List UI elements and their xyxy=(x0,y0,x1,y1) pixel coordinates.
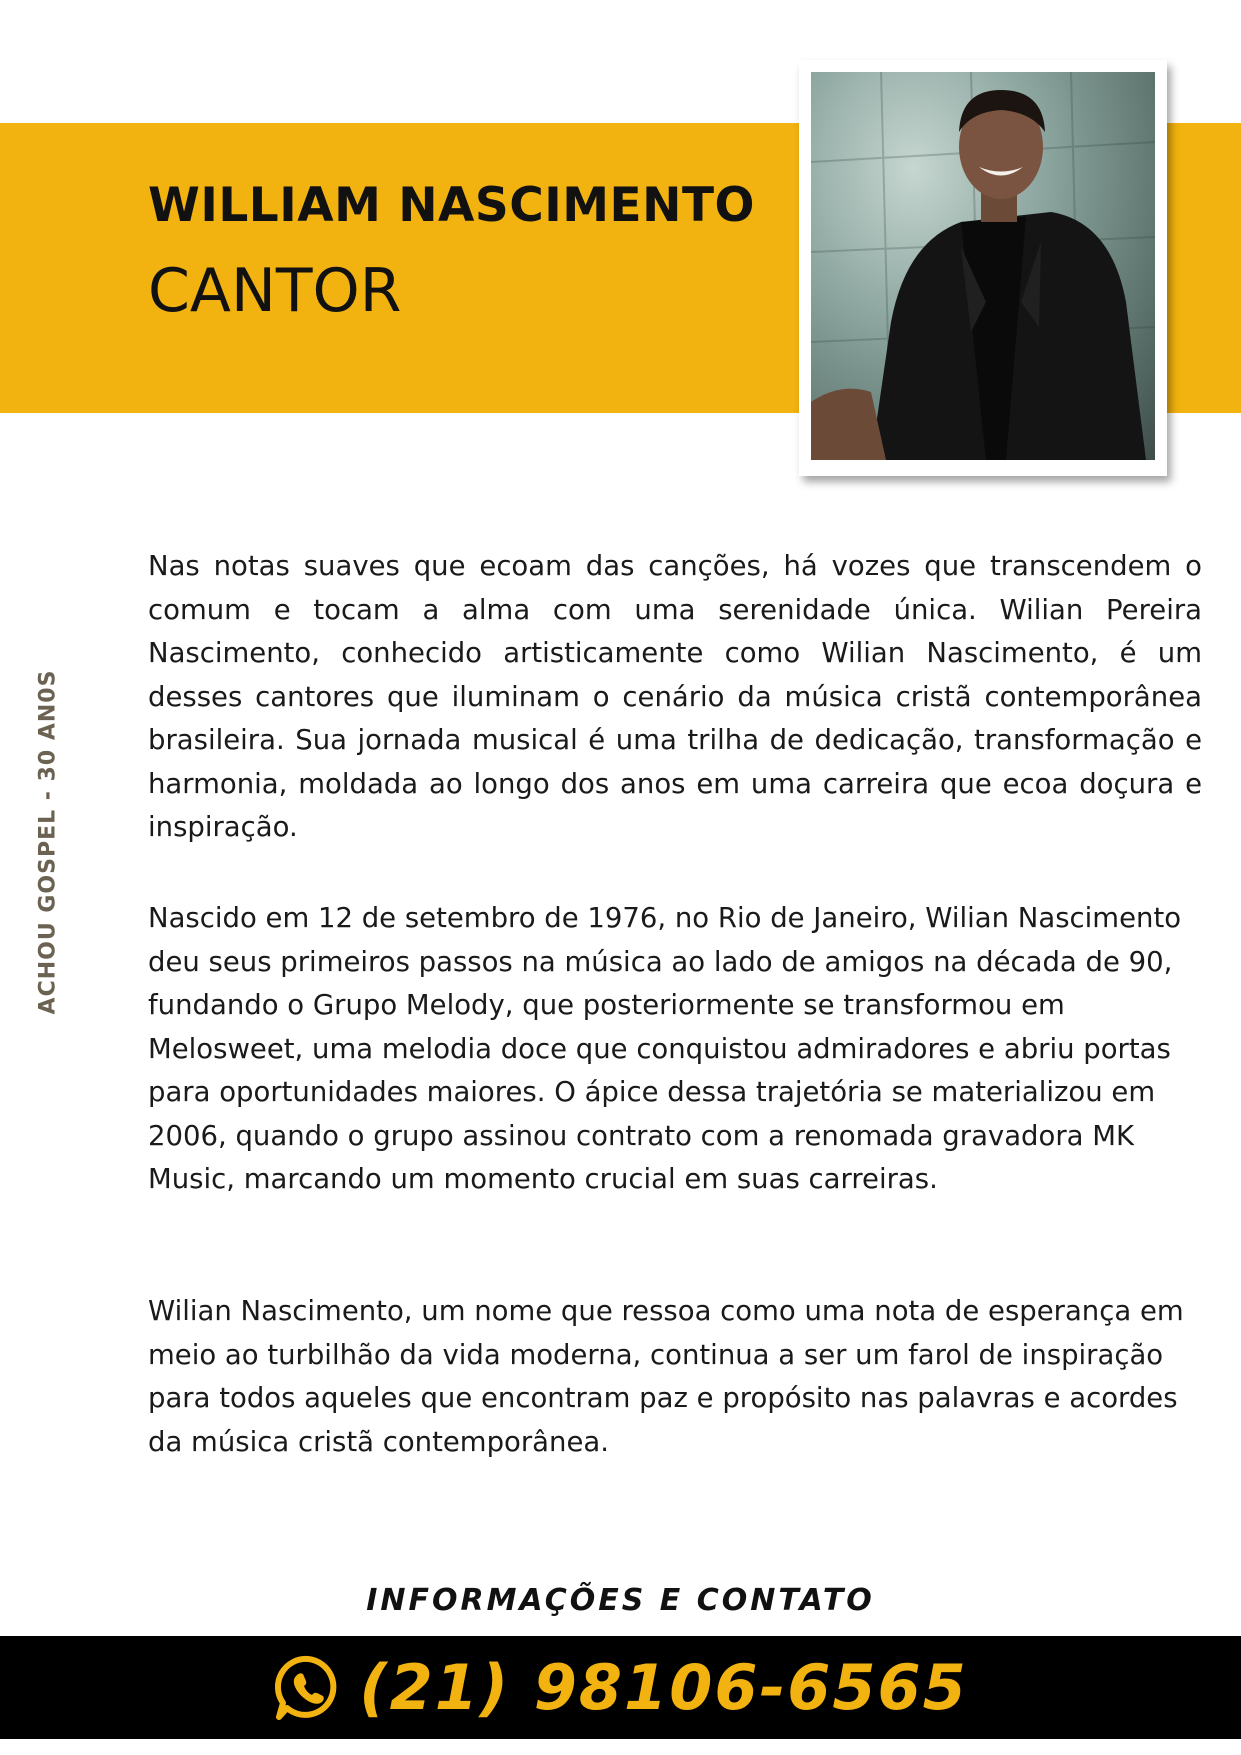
artist-role: CANTOR xyxy=(148,256,402,326)
phone-row[interactable] xyxy=(0,1636,1241,1739)
whatsapp-icon xyxy=(273,1653,343,1723)
artist-name: WILLIAM NASCIMENTO xyxy=(148,178,755,233)
contact-bar xyxy=(0,1636,1241,1739)
bio-paragraph-3: Wilian Nascimento, um nome que ressoa como uma nota de esperança em meio ao turbilhão da vida moderna, continua a ser um farol de inspiração para todos aqueles que encontram paz e propósito nas palavras e acordes da música cristã contemporânea. xyxy=(148,1295,1184,1458)
phone-number[interactable]: (21) 98106-6565 xyxy=(359,1651,968,1724)
bio-paragraph-2: Nascido em 12 de setembro de 1976, no Rio de Janeiro, Wilian Nascimento deu seus primeiros passos na música ao lado de amigos na década de 90, fundando o Grupo Melody, que posteriormente se transformou em Melosweet, uma melodia doce que conquistou admiradores e abriu portas para oportunidades maiores. O ápice dessa trajetória se materializou em 2006, quando o grupo assinou contrato com a renomada gravadora MK Music, marcando um momento crucial em suas carreiras. xyxy=(148,902,1182,1195)
artist-photo-illustration xyxy=(811,72,1155,460)
artist-photo-frame xyxy=(799,60,1167,476)
contact-heading: INFORMAÇÕES E CONTATO xyxy=(366,1583,875,1618)
side-label: ACHOU GOSPEL - 30 AN0S xyxy=(35,669,61,1015)
artist-photo xyxy=(811,72,1155,460)
bio-paragraph-1: Nas notas suaves que ecoam das canções, há vozes que transcendem o comum e tocam a alma com uma serenidade única. Wilian Pereira Nascimento, conhecido artisticamente como Wilian Nascimento, é um desses cantores que iluminam o cenário da música cristã contemporânea brasileira. Sua jornada musical é uma trilha de dedicação, transformação e harmonia, moldada ao longo dos anos em uma carreira que ecoa doçura e inspiração. xyxy=(148,550,1202,843)
